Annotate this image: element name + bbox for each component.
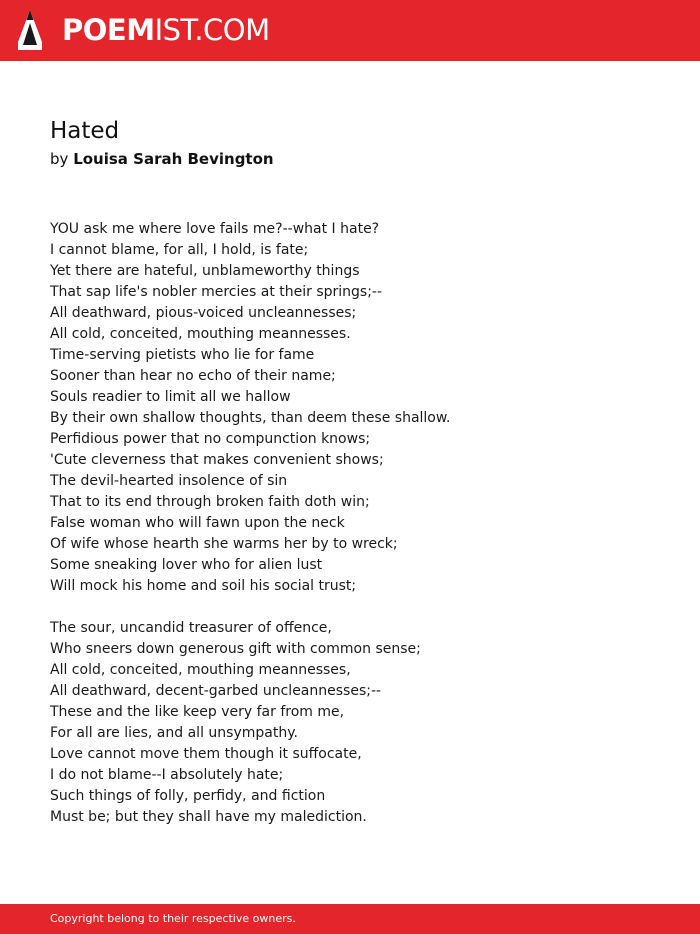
logo-text-bold: POEM [62, 13, 155, 47]
poem-line: Who sneers down generous gift with common sense; [50, 641, 421, 657]
poem-line: The sour, uncandid treasurer of offence, [50, 620, 332, 636]
site-footer [0, 904, 700, 934]
author-name[interactable]: Louisa Sarah Bevington [73, 150, 274, 168]
poem-line: All cold, conceited, mouthing meannesses. [50, 326, 351, 342]
poem-line: That sap life's nobler mercies at their springs;-- [50, 284, 383, 300]
site-header [0, 0, 700, 61]
poem-line: False woman who will fawn upon the neck [50, 515, 345, 531]
poem-line: YOU ask me where love fails me?--what I hate? [50, 221, 380, 237]
poem-line: Such things of folly, perfidy, and fiction [50, 788, 326, 804]
poem-line: Sooner than hear no echo of their name; [50, 368, 336, 384]
site-logo[interactable] [62, 12, 270, 48]
stanza [50, 219, 670, 597]
poem-line: All deathward, pious-voiced uncleannesses; [50, 305, 357, 321]
poem-line: All cold, conceited, mouthing meannesses, [50, 662, 351, 678]
copyright-text: Copyright belong to their respective owners. [50, 912, 296, 925]
poem-line: Will mock his home and soil his social trust; [50, 578, 357, 594]
poem-line: 'Cute cleverness that makes convenient shows; [50, 452, 384, 468]
poem-line: All deathward, decent-garbed uncleannesses;-- [50, 683, 382, 699]
pencil-tip-icon[interactable] [17, 9, 43, 51]
poem-line: Of wife whose hearth she warms her by to wreck; [50, 536, 398, 552]
poem-line: That to its end through broken faith doth win; [50, 494, 370, 510]
poem-line: By their own shallow thoughts, than deem these shallow. [50, 410, 451, 426]
poem-body [50, 219, 670, 849]
poem-line: The devil-hearted insolence of sin [50, 473, 288, 489]
by-label: by [50, 150, 69, 168]
poem-line: Yet there are hateful, unblameworthy things [50, 263, 360, 279]
byline [50, 149, 274, 169]
poem-line: These and the like keep very far from me, [50, 704, 345, 720]
poem-line: Love cannot move them though it suffocate, [50, 746, 362, 762]
poem-line: Perfidious power that no compunction knows; [50, 431, 371, 447]
poem-line: Must be; but they shall have my malediction. [50, 809, 367, 825]
poem-line: Souls readier to limit all we hallow [50, 389, 291, 405]
poem-line: I do not blame--I absolutely hate; [50, 767, 284, 783]
poem-line: I cannot blame, for all, I hold, is fate; [50, 242, 309, 258]
logo-text-light: IST.COM [154, 13, 270, 47]
poem-line: For all are lies, and all unsympathy. [50, 725, 298, 741]
poem-line: Some sneaking lover who for alien lust [50, 557, 323, 573]
poem-line: Time-serving pietists who lie for fame [50, 347, 315, 363]
stanza [50, 618, 670, 828]
poem-title: Hated [50, 118, 120, 144]
